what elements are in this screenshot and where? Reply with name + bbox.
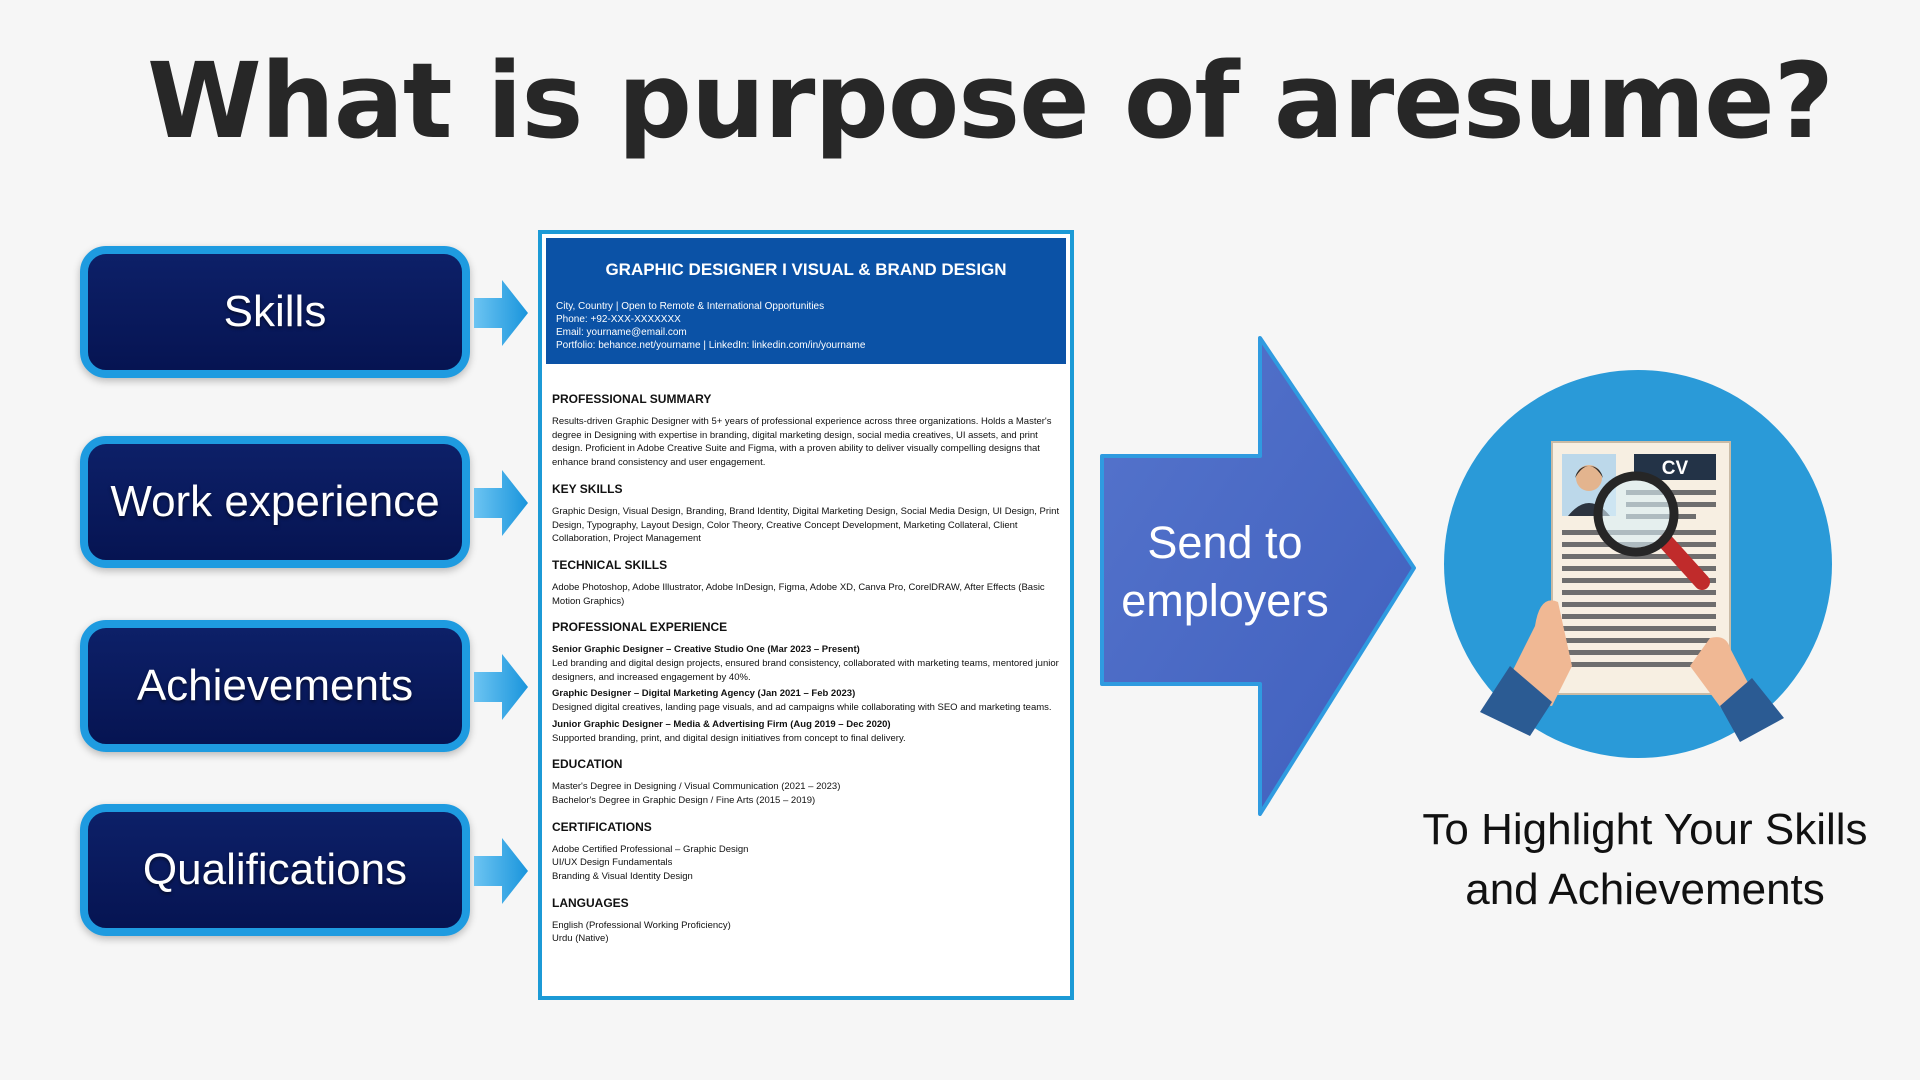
section-heading: CERTIFICATIONS bbox=[552, 819, 652, 834]
job-description: Led branding and digital design projects, ensured brand consistency, collaborated with marketing teams, mentored junior designers, and increased engagement by 40%. bbox=[552, 658, 1059, 683]
resume-document bbox=[538, 230, 1074, 1000]
contact-line: City, Country | Open to Remote & International Opportunities bbox=[556, 301, 825, 312]
job-title: Senior Graphic Designer – Creative Studio One (Mar 2023 – Present) bbox=[552, 644, 860, 656]
certification-item: Branding & Visual Identity Design bbox=[552, 871, 693, 883]
arrow-label bbox=[1105, 514, 1345, 630]
section-heading: PROFESSIONAL SUMMARY bbox=[552, 392, 712, 406]
caption-line: and Achievements bbox=[1465, 865, 1825, 914]
job-description: Designed digital creatives, landing page visuals, and ad campaigns while collaborating with SEO and marketing teams. bbox=[552, 702, 1052, 714]
section-heading: PROFESSIONAL EXPERIENCE bbox=[552, 620, 728, 635]
page-title: What is purpose of aresume? bbox=[146, 40, 1833, 162]
language-item: English (Professional Working Proficiency) bbox=[552, 919, 731, 931]
section-heading: EDUCATION bbox=[552, 757, 623, 772]
item-skills: Skills bbox=[80, 246, 470, 378]
caption bbox=[1395, 800, 1895, 920]
resume-header bbox=[546, 238, 1066, 364]
language-item: Urdu (Native) bbox=[552, 933, 609, 945]
arrow-label-line: Send to bbox=[1147, 517, 1303, 568]
section-heading: LANGUAGES bbox=[552, 895, 629, 910]
key-skills-text: Graphic Design, Visual Design, Branding, Brand Identity, Digital Marketing Design, Social Media Design, UI Design, Print Design, Typography, Layout Design, Color Theory, Creative Concept Development, Marketing Collateral, Client Collaboration, Project Management bbox=[552, 505, 1060, 545]
resume-title: GRAPHIC DESIGNER I VISUAL & BRAND DESIGN bbox=[605, 260, 1007, 279]
item-work-experience: Work experience bbox=[80, 436, 470, 568]
certification-item: UI/UX Design Fundamentals bbox=[552, 857, 673, 869]
technical-skills-text: Adobe Photoshop, Adobe Illustrator, Adobe InDesign, Figma, Adobe XD, Canva Pro, CorelDRAW, After Effects (Basic Motion Graphics) bbox=[552, 581, 1045, 607]
caption-line: To Highlight Your Skills bbox=[1422, 805, 1868, 854]
contact-line: Phone: +92-XXX-XXXXXXX bbox=[556, 314, 681, 325]
arrow-right-icon bbox=[474, 652, 530, 722]
arrow-right-icon bbox=[474, 468, 530, 538]
certification-item: Adobe Certified Professional – Graphic Design bbox=[552, 843, 749, 855]
cv-review-illustration bbox=[1440, 366, 1836, 762]
job-title: Graphic Designer – Digital Marketing Agency (Jan 2021 – Feb 2023) bbox=[552, 688, 856, 700]
section-heading: KEY SKILLS bbox=[552, 481, 623, 496]
arrow-right-icon bbox=[474, 278, 530, 348]
education-item: Bachelor's Degree in Graphic Design / Fine Arts (2015 – 2019) bbox=[552, 794, 816, 806]
arrow-right-icon bbox=[474, 836, 530, 906]
section-heading: TECHNICAL SKILLS bbox=[552, 557, 668, 572]
job-title: Junior Graphic Designer – Media & Advertising Firm (Aug 2019 – Dec 2020) bbox=[552, 718, 891, 730]
education-item: Master's Degree in Designing / Visual Communication (2021 – 2023) bbox=[552, 781, 841, 793]
arrow-label-line: employers bbox=[1121, 575, 1329, 626]
job-description: Supported branding, print, and digital design initiatives from concept to final delivery. bbox=[552, 732, 906, 744]
item-qualifications: Qualifications bbox=[80, 804, 470, 936]
contact-line: Email: yourname@email.com bbox=[556, 327, 687, 338]
resume-body bbox=[542, 368, 1070, 946]
item-achievements: Achievements bbox=[80, 620, 470, 752]
summary-text: Results-driven Graphic Designer with 5+ years of professional experience across three organizations. Holds a Master's degree in Designing with expertise in branding, digital marketing design, social media creatives, UI assets, and print design. Proficient in Adobe Creative Suite and Figma, with a proven ability to deliver visually compelling designs that enhance brand consistency and user engagement. bbox=[552, 416, 1052, 469]
contact-line: Portfolio: behance.net/yourname | LinkedIn: linkedin.com/in/yourname bbox=[556, 340, 866, 351]
cv-badge: CV bbox=[1661, 458, 1689, 479]
